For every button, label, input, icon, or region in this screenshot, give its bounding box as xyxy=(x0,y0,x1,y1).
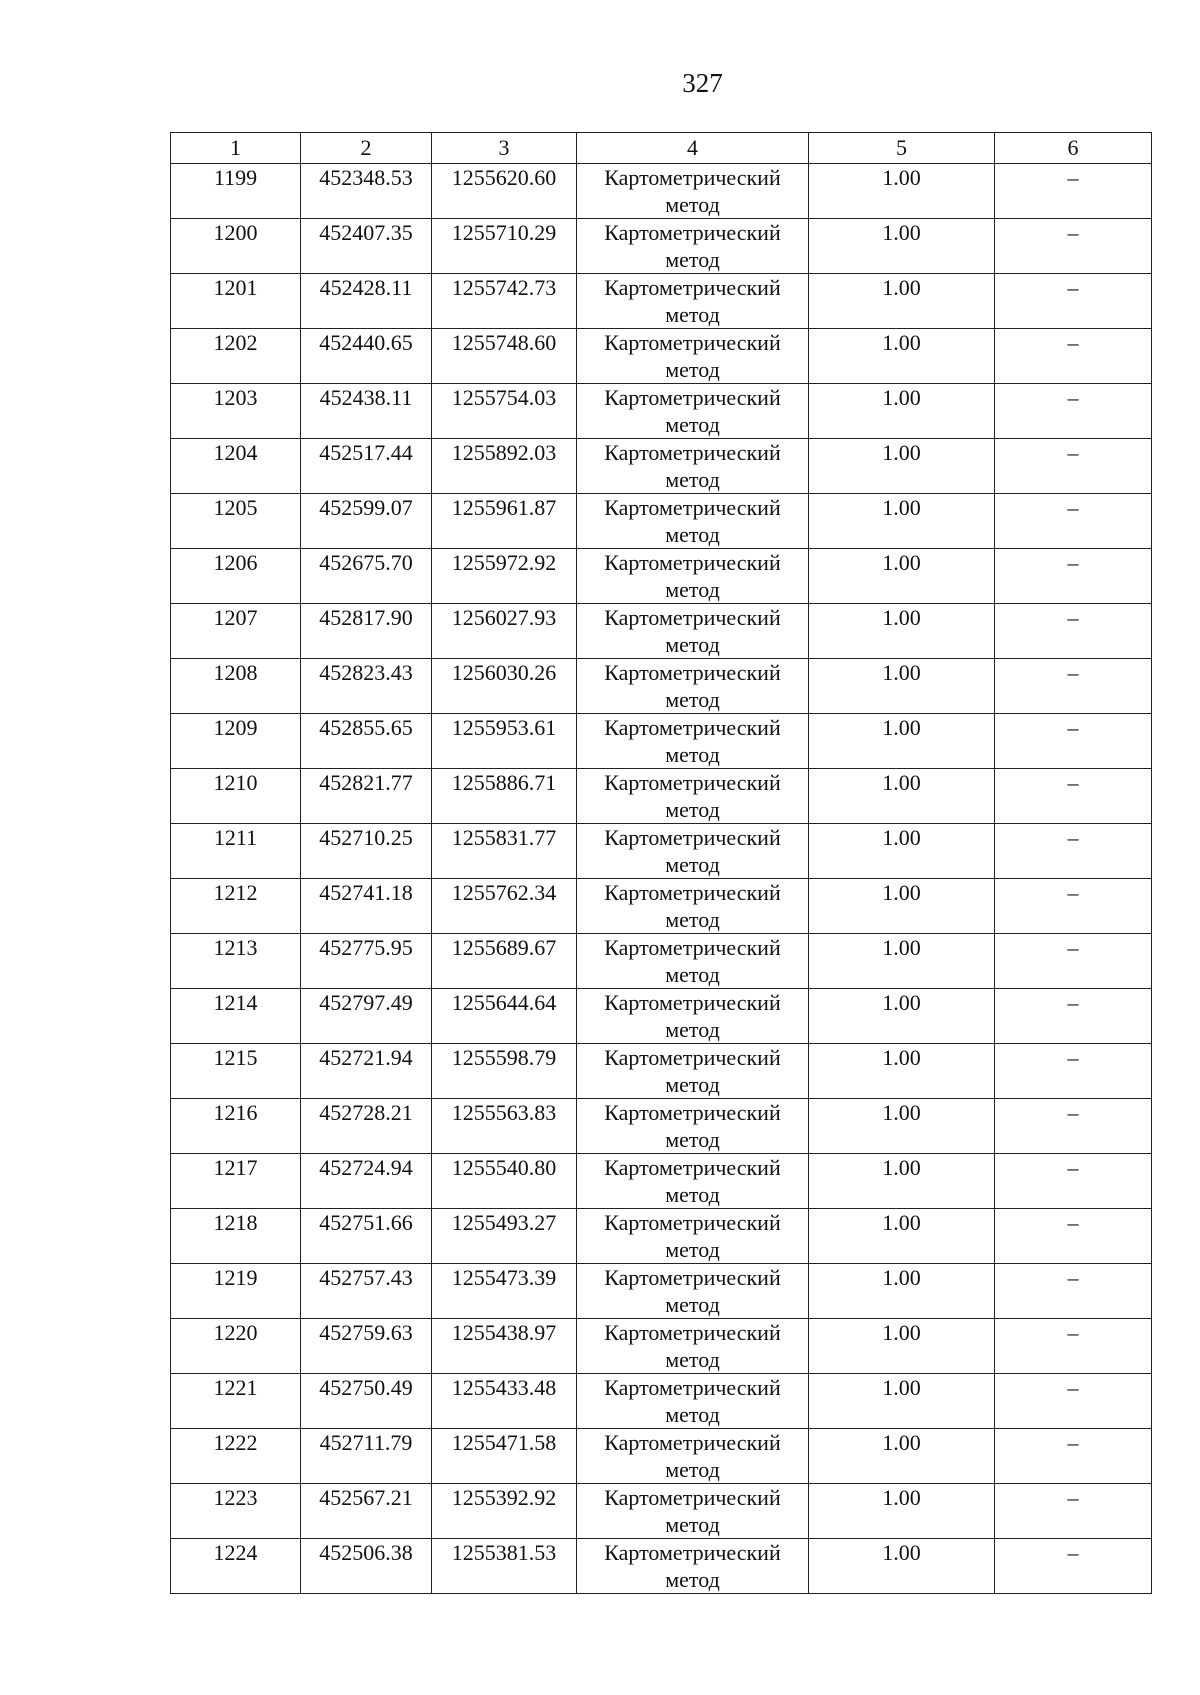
accuracy-cell: 1.00 xyxy=(809,934,995,989)
table-row xyxy=(171,1539,1152,1594)
method-cell: Картометрический метод xyxy=(577,1539,809,1594)
x-coordinate-cell: 452741.18 xyxy=(301,879,432,934)
point-number-cell: 1202 xyxy=(171,329,301,384)
x-coordinate-cell: 452675.70 xyxy=(301,549,432,604)
y-coordinate-cell: 1255961.87 xyxy=(432,494,577,549)
point-number-cell: 1206 xyxy=(171,549,301,604)
point-number-cell: 1221 xyxy=(171,1374,301,1429)
accuracy-cell: 1.00 xyxy=(809,1154,995,1209)
x-coordinate-cell: 452567.21 xyxy=(301,1484,432,1539)
y-coordinate-cell: 1255953.61 xyxy=(432,714,577,769)
accuracy-cell: 1.00 xyxy=(809,1264,995,1319)
accuracy-cell: 1.00 xyxy=(809,1044,995,1099)
column-header-3: 3 xyxy=(432,133,577,164)
note-cell: – xyxy=(995,1374,1152,1429)
x-coordinate-cell: 452711.79 xyxy=(301,1429,432,1484)
note-cell: – xyxy=(995,714,1152,769)
method-cell: Картометрический метод xyxy=(577,824,809,879)
table-row xyxy=(171,1264,1152,1319)
table-row xyxy=(171,329,1152,384)
note-cell: – xyxy=(995,934,1152,989)
method-cell: Картометрический метод xyxy=(577,274,809,329)
table-row xyxy=(171,604,1152,659)
accuracy-cell: 1.00 xyxy=(809,769,995,824)
method-cell: Картометрический метод xyxy=(577,1099,809,1154)
x-coordinate-cell: 452428.11 xyxy=(301,274,432,329)
column-header-1: 1 xyxy=(171,133,301,164)
column-header-4: 4 xyxy=(577,133,809,164)
table-row xyxy=(171,1044,1152,1099)
note-cell: – xyxy=(995,1209,1152,1264)
y-coordinate-cell: 1255471.58 xyxy=(432,1429,577,1484)
point-number-cell: 1208 xyxy=(171,659,301,714)
column-header-5: 5 xyxy=(809,133,995,164)
method-cell: Картометрический метод xyxy=(577,659,809,714)
point-number-cell: 1218 xyxy=(171,1209,301,1264)
note-cell: – xyxy=(995,1154,1152,1209)
x-coordinate-cell: 452506.38 xyxy=(301,1539,432,1594)
method-cell: Картометрический метод xyxy=(577,1429,809,1484)
note-cell: – xyxy=(995,1099,1152,1154)
y-coordinate-cell: 1256027.93 xyxy=(432,604,577,659)
point-number-cell: 1213 xyxy=(171,934,301,989)
x-coordinate-cell: 452721.94 xyxy=(301,1044,432,1099)
x-coordinate-cell: 452757.43 xyxy=(301,1264,432,1319)
method-cell: Картометрический метод xyxy=(577,549,809,604)
table-header xyxy=(171,133,1152,164)
accuracy-cell: 1.00 xyxy=(809,1484,995,1539)
x-coordinate-cell: 452440.65 xyxy=(301,329,432,384)
note-cell: – xyxy=(995,384,1152,439)
accuracy-cell: 1.00 xyxy=(809,1099,995,1154)
method-cell: Картометрический метод xyxy=(577,329,809,384)
method-cell: Картометрический метод xyxy=(577,1264,809,1319)
x-coordinate-cell: 452775.95 xyxy=(301,934,432,989)
note-cell: – xyxy=(995,769,1152,824)
accuracy-cell: 1.00 xyxy=(809,1319,995,1374)
x-coordinate-cell: 452710.25 xyxy=(301,824,432,879)
x-coordinate-cell: 452797.49 xyxy=(301,989,432,1044)
accuracy-cell: 1.00 xyxy=(809,494,995,549)
x-coordinate-cell: 452348.53 xyxy=(301,164,432,219)
method-cell: Картометрический метод xyxy=(577,604,809,659)
note-cell: – xyxy=(995,989,1152,1044)
y-coordinate-cell: 1255754.03 xyxy=(432,384,577,439)
accuracy-cell: 1.00 xyxy=(809,329,995,384)
point-number-cell: 1199 xyxy=(171,164,301,219)
column-header-2: 2 xyxy=(301,133,432,164)
note-cell: – xyxy=(995,1484,1152,1539)
table-row xyxy=(171,934,1152,989)
accuracy-cell: 1.00 xyxy=(809,439,995,494)
y-coordinate-cell: 1256030.26 xyxy=(432,659,577,714)
accuracy-cell: 1.00 xyxy=(809,879,995,934)
x-coordinate-cell: 452855.65 xyxy=(301,714,432,769)
accuracy-cell: 1.00 xyxy=(809,164,995,219)
accuracy-cell: 1.00 xyxy=(809,714,995,769)
method-cell: Картометрический метод xyxy=(577,989,809,1044)
method-cell: Картометрический метод xyxy=(577,1374,809,1429)
y-coordinate-cell: 1255493.27 xyxy=(432,1209,577,1264)
point-number-cell: 1211 xyxy=(171,824,301,879)
method-cell: Картометрический метод xyxy=(577,1319,809,1374)
y-coordinate-cell: 1255831.77 xyxy=(432,824,577,879)
y-coordinate-cell: 1255438.97 xyxy=(432,1319,577,1374)
y-coordinate-cell: 1255689.67 xyxy=(432,934,577,989)
x-coordinate-cell: 452599.07 xyxy=(301,494,432,549)
y-coordinate-cell: 1255886.71 xyxy=(432,769,577,824)
point-number-cell: 1200 xyxy=(171,219,301,274)
table-row xyxy=(171,549,1152,604)
note-cell: – xyxy=(995,439,1152,494)
point-number-cell: 1210 xyxy=(171,769,301,824)
table-row xyxy=(171,439,1152,494)
table-row xyxy=(171,989,1152,1044)
table-row xyxy=(171,824,1152,879)
note-cell: – xyxy=(995,329,1152,384)
point-number-cell: 1209 xyxy=(171,714,301,769)
point-number-cell: 1223 xyxy=(171,1484,301,1539)
note-cell: – xyxy=(995,1264,1152,1319)
coordinates-table xyxy=(170,132,1152,1594)
point-number-cell: 1207 xyxy=(171,604,301,659)
accuracy-cell: 1.00 xyxy=(809,219,995,274)
page-number: 327 xyxy=(682,68,723,98)
y-coordinate-cell: 1255381.53 xyxy=(432,1539,577,1594)
table-row xyxy=(171,494,1152,549)
x-coordinate-cell: 452751.66 xyxy=(301,1209,432,1264)
point-number-cell: 1215 xyxy=(171,1044,301,1099)
table-row xyxy=(171,1374,1152,1429)
note-cell: – xyxy=(995,274,1152,329)
y-coordinate-cell: 1255762.34 xyxy=(432,879,577,934)
table-row xyxy=(171,714,1152,769)
table-row xyxy=(171,879,1152,934)
note-cell: – xyxy=(995,1319,1152,1374)
accuracy-cell: 1.00 xyxy=(809,384,995,439)
table-row xyxy=(171,659,1152,714)
x-coordinate-cell: 452438.11 xyxy=(301,384,432,439)
method-cell: Картометрический метод xyxy=(577,934,809,989)
note-cell: – xyxy=(995,219,1152,274)
y-coordinate-cell: 1255473.39 xyxy=(432,1264,577,1319)
point-number-cell: 1222 xyxy=(171,1429,301,1484)
point-number-cell: 1205 xyxy=(171,494,301,549)
note-cell: – xyxy=(995,879,1152,934)
accuracy-cell: 1.00 xyxy=(809,659,995,714)
accuracy-cell: 1.00 xyxy=(809,1209,995,1264)
table-row xyxy=(171,1319,1152,1374)
y-coordinate-cell: 1255563.83 xyxy=(432,1099,577,1154)
table-row xyxy=(171,1209,1152,1264)
y-coordinate-cell: 1255892.03 xyxy=(432,439,577,494)
note-cell: – xyxy=(995,604,1152,659)
x-coordinate-cell: 452407.35 xyxy=(301,219,432,274)
method-cell: Картометрический метод xyxy=(577,494,809,549)
method-cell: Картометрический метод xyxy=(577,164,809,219)
note-cell: – xyxy=(995,824,1152,879)
method-cell: Картометрический метод xyxy=(577,1154,809,1209)
table-row xyxy=(171,1154,1152,1209)
y-coordinate-cell: 1255644.64 xyxy=(432,989,577,1044)
note-cell: – xyxy=(995,1429,1152,1484)
table-row xyxy=(171,769,1152,824)
point-number-cell: 1203 xyxy=(171,384,301,439)
table-row xyxy=(171,1429,1152,1484)
method-cell: Картометрический метод xyxy=(577,769,809,824)
x-coordinate-cell: 452750.49 xyxy=(301,1374,432,1429)
x-coordinate-cell: 452724.94 xyxy=(301,1154,432,1209)
y-coordinate-cell: 1255972.92 xyxy=(432,549,577,604)
point-number-cell: 1204 xyxy=(171,439,301,494)
accuracy-cell: 1.00 xyxy=(809,1374,995,1429)
point-number-cell: 1224 xyxy=(171,1539,301,1594)
x-coordinate-cell: 452517.44 xyxy=(301,439,432,494)
note-cell: – xyxy=(995,659,1152,714)
method-cell: Картометрический метод xyxy=(577,1209,809,1264)
table-row xyxy=(171,384,1152,439)
x-coordinate-cell: 452821.77 xyxy=(301,769,432,824)
accuracy-cell: 1.00 xyxy=(809,1539,995,1594)
y-coordinate-cell: 1255540.80 xyxy=(432,1154,577,1209)
table-row xyxy=(171,219,1152,274)
point-number-cell: 1201 xyxy=(171,274,301,329)
point-number-cell: 1220 xyxy=(171,1319,301,1374)
y-coordinate-cell: 1255742.73 xyxy=(432,274,577,329)
y-coordinate-cell: 1255620.60 xyxy=(432,164,577,219)
y-coordinate-cell: 1255598.79 xyxy=(432,1044,577,1099)
accuracy-cell: 1.00 xyxy=(809,549,995,604)
y-coordinate-cell: 1255748.60 xyxy=(432,329,577,384)
note-cell: – xyxy=(995,164,1152,219)
accuracy-cell: 1.00 xyxy=(809,989,995,1044)
point-number-cell: 1214 xyxy=(171,989,301,1044)
table-row xyxy=(171,1484,1152,1539)
table-row xyxy=(171,164,1152,219)
note-cell: – xyxy=(995,1539,1152,1594)
x-coordinate-cell: 452823.43 xyxy=(301,659,432,714)
method-cell: Картометрический метод xyxy=(577,714,809,769)
point-number-cell: 1216 xyxy=(171,1099,301,1154)
accuracy-cell: 1.00 xyxy=(809,604,995,659)
table-row xyxy=(171,274,1152,329)
y-coordinate-cell: 1255710.29 xyxy=(432,219,577,274)
method-cell: Картометрический метод xyxy=(577,219,809,274)
method-cell: Картометрический метод xyxy=(577,384,809,439)
method-cell: Картометрический метод xyxy=(577,1484,809,1539)
accuracy-cell: 1.00 xyxy=(809,274,995,329)
note-cell: – xyxy=(995,494,1152,549)
accuracy-cell: 1.00 xyxy=(809,824,995,879)
point-number-cell: 1219 xyxy=(171,1264,301,1319)
header-row xyxy=(171,133,1152,164)
table-row xyxy=(171,1099,1152,1154)
point-number-cell: 1212 xyxy=(171,879,301,934)
column-header-6: 6 xyxy=(995,133,1152,164)
point-number-cell: 1217 xyxy=(171,1154,301,1209)
method-cell: Картометрический метод xyxy=(577,879,809,934)
x-coordinate-cell: 452759.63 xyxy=(301,1319,432,1374)
method-cell: Картометрический метод xyxy=(577,1044,809,1099)
y-coordinate-cell: 1255433.48 xyxy=(432,1374,577,1429)
table-body xyxy=(171,164,1152,1594)
note-cell: – xyxy=(995,1044,1152,1099)
note-cell: – xyxy=(995,549,1152,604)
accuracy-cell: 1.00 xyxy=(809,1429,995,1484)
y-coordinate-cell: 1255392.92 xyxy=(432,1484,577,1539)
x-coordinate-cell: 452817.90 xyxy=(301,604,432,659)
coordinates-table-container xyxy=(170,132,1151,1594)
method-cell: Картометрический метод xyxy=(577,439,809,494)
x-coordinate-cell: 452728.21 xyxy=(301,1099,432,1154)
